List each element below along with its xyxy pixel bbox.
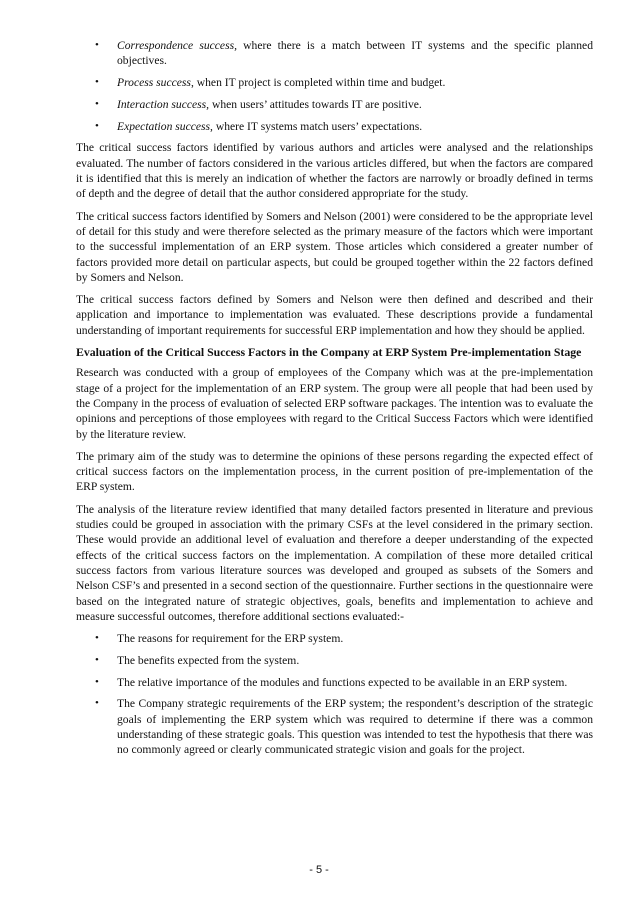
bullet-icon: • — [95, 653, 99, 666]
paragraph: The critical success factors identified by Somers and Nelson (2001) were considered to be the appropriate level of detail for this study and were therefore selected as the primary measure of the factors which were important to the successful implementation of an ERP system. Those articles which considered a greater number of factors provided more detail on particular aspects, but could be grouped together within the 22 factors defined by Somers and Nelson. — [76, 209, 593, 284]
bullet-icon: • — [95, 697, 99, 710]
page-number: - 5 - — [309, 864, 329, 876]
paragraph: The critical success factors defined by Somers and Nelson were then defined and described and their application and importance to implementation was evaluated. These descriptions provide a fundamental understanding of important requirements for successful ERP implementation and how they should be applied. — [76, 293, 593, 337]
list-item — [76, 696, 593, 757]
bullet-term: Expectation success, — [117, 119, 213, 133]
list-item — [76, 631, 593, 646]
list-item — [76, 75, 593, 90]
bullet-text: The benefits expected from the system. — [117, 653, 300, 667]
bullet-icon: • — [95, 632, 99, 645]
list-item — [76, 675, 593, 690]
bullet-text: where there is a match between IT systems and the specific planned objectives. — [117, 39, 593, 68]
bullet-text: The Company strategic requirements of the ERP system; the respondent’s description of the strategic goals of implementing the ERP system which was required to determine if there was a common understanding of these strategic goals. This question was intended to test the hypothesis that there was no commonly agreed or clearly communicated strategic vision and goals for the project. — [117, 697, 593, 757]
bullet-text: when users’ attitudes towards IT are positive. — [209, 97, 422, 111]
bullet-text: The relative importance of the modules and functions expected to be available in an ERP system. — [117, 675, 568, 689]
bullet-term: Correspondence success, — [117, 39, 238, 52]
bullet-text: The reasons for requirement for the ERP system. — [117, 632, 344, 646]
bullet-text: , when IT project is completed within time and budget. — [190, 76, 446, 90]
bullet-text: where IT systems match users’ expectations. — [212, 119, 423, 133]
bullet-icon: • — [95, 76, 99, 89]
bullet-term: Process success — [117, 76, 191, 90]
paragraph: The critical success factors identified by various authors and articles were analysed and the relationships evaluated. The number of factors considered in the various articles differed, but when the factors are compared it is identified that this is merely an indication of whether the factors are narrowly or broadly defined in terms of depth and the degree of detail that the author considered appropriate for the study. — [76, 141, 593, 201]
bullet-term: Interaction success, — [117, 97, 210, 111]
paragraph: Research was conducted with a group of employees of the Company which was at the pre-implementation stage of a project for the implementation of an ERP system. The group were all people that had been used by the Company in the process of evaluation of selected ERP software packages. The intention was to evaluate the opinions and perceptions of those employees with regard to the Critical Success Factors which were identified by the literature review. — [76, 366, 593, 441]
document-page — [76, 38, 593, 764]
list-item — [76, 97, 593, 112]
bullet-icon: • — [95, 675, 99, 688]
success-types-list — [76, 38, 593, 134]
paragraph: The analysis of the literature review identified that many detailed factors presented in literature and previous studies could be grouped in association with the primary CSFs at the level considered in the primary section. These would provide an additional level of evaluation and therefore a deeper understanding of the expected effects of the critical success factors on the implementation. A compilation of these more detailed critical success factors from various literature sources was developed and grouped as subsets of the Somers and Nelson CSF’s and presented in a second section of the questionnaire. Further sections in the questionnaire were based on the integrated nature of strategic objectives, goals, benefits and implementation to achieve and measure successful outcomes, therefore additional sections evaluated:- — [76, 502, 593, 623]
bullet-icon: • — [95, 119, 99, 132]
bullet-icon: • — [95, 97, 99, 110]
paragraph: The primary aim of the study was to determine the opinions of these persons regarding the expected effect of critical success factors on the implementation process, in the current position of pre-implementation of the ERP system. — [76, 449, 593, 494]
section-heading: Evaluation of the Critical Success Factors in the Company at ERP System Pre-implementation Stage — [76, 345, 582, 360]
list-item — [76, 119, 593, 134]
list-item — [76, 38, 593, 69]
evaluated-sections-list — [76, 631, 593, 758]
bullet-icon: • — [95, 39, 99, 51]
list-item — [76, 653, 593, 668]
